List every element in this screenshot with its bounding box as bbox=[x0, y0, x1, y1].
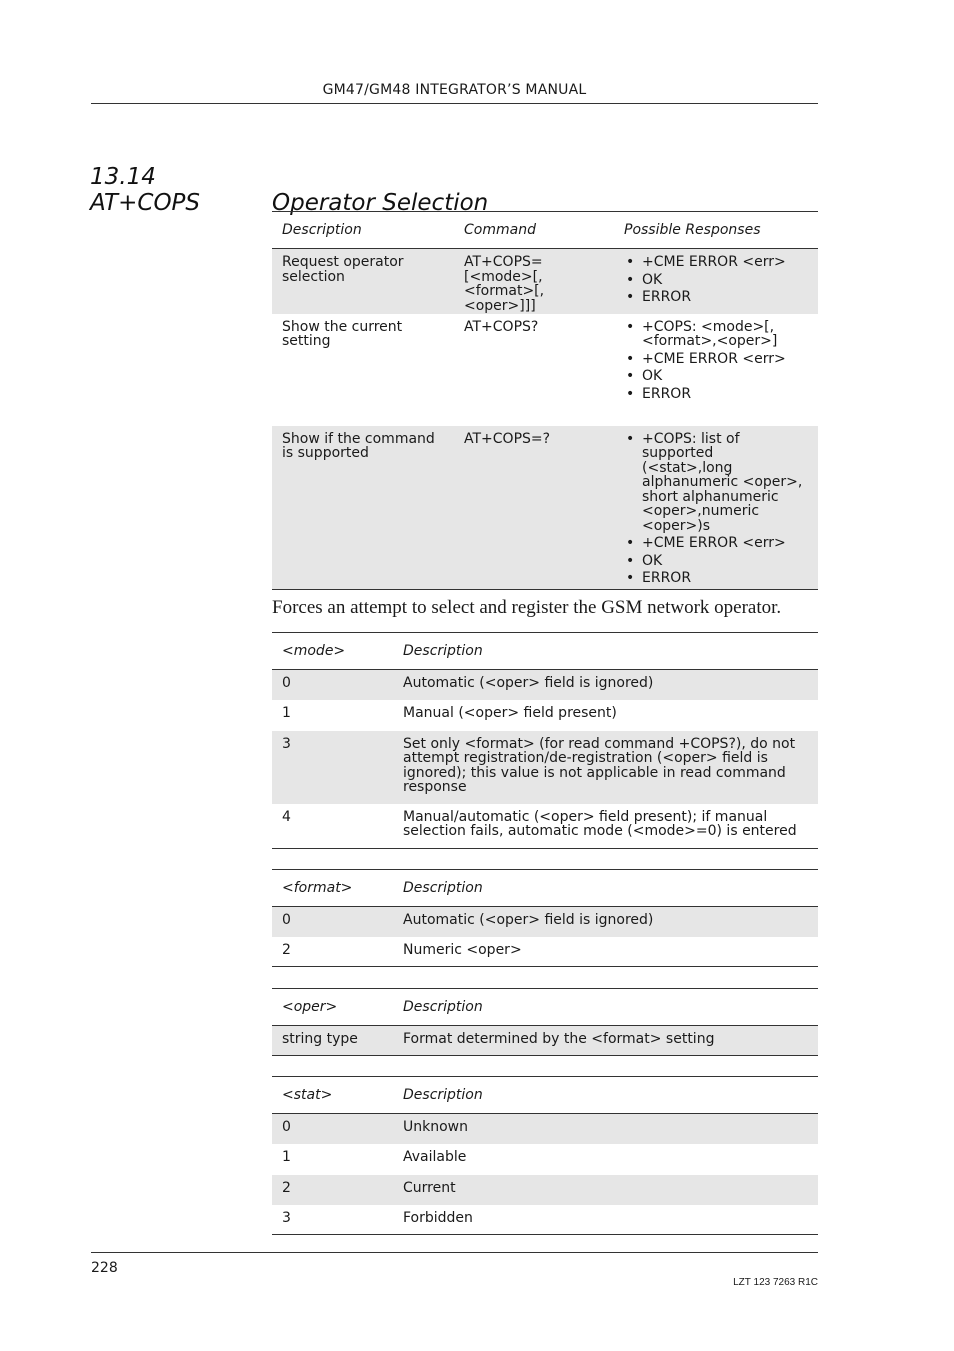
table-header-row bbox=[272, 212, 818, 249]
param-description: Numeric <oper> bbox=[393, 937, 818, 967]
row-description: Request operator selection bbox=[272, 249, 454, 314]
section-title: Operator Selection bbox=[272, 190, 489, 216]
param-value: 0 bbox=[272, 670, 393, 700]
oper-table bbox=[272, 988, 818, 1056]
mode-table bbox=[272, 632, 818, 849]
response-item: • ERROR bbox=[624, 571, 808, 586]
param-description: Forbidden bbox=[393, 1205, 818, 1235]
row-responses bbox=[614, 426, 818, 590]
table-header-row bbox=[272, 870, 818, 907]
command-table bbox=[272, 211, 818, 590]
column-header-command: Command bbox=[454, 212, 614, 249]
row-command: AT+COPS=? bbox=[454, 426, 614, 590]
column-header-description: Description bbox=[272, 212, 454, 249]
section-heading bbox=[90, 164, 488, 216]
param-description: Current bbox=[393, 1175, 818, 1205]
param-value: 3 bbox=[272, 1205, 393, 1235]
table-row bbox=[272, 731, 818, 804]
response-item: • +COPS: list of supported (<stat>,long alphanumeric <oper>, short alphanumeric <oper>,numeric <oper>)s bbox=[624, 432, 808, 534]
table-row bbox=[272, 1175, 818, 1205]
param-value: 3 bbox=[272, 731, 393, 804]
response-item: • OK bbox=[624, 369, 808, 384]
response-list bbox=[624, 255, 808, 305]
format-table bbox=[272, 869, 818, 967]
table-row bbox=[272, 907, 818, 937]
table-header-row bbox=[272, 633, 818, 670]
param-description: Manual/automatic (<oper> field present); if manual selection fails, automatic mode (<mode>=0) is entered bbox=[393, 804, 818, 849]
table-row bbox=[272, 1205, 818, 1235]
table-row bbox=[272, 314, 818, 426]
param-value: 1 bbox=[282, 704, 291, 721]
param-description: Automatic (<oper> field is ignored) bbox=[393, 670, 818, 700]
response-item: • +COPS: <mode>[,<format>,<oper>] bbox=[624, 320, 808, 349]
row-responses bbox=[614, 314, 818, 426]
footer-rule bbox=[91, 1252, 818, 1253]
table-row bbox=[272, 426, 818, 590]
param-value: 0 bbox=[272, 907, 393, 937]
column-header-parameter: <oper> bbox=[272, 989, 393, 1026]
response-item: • ERROR bbox=[624, 387, 808, 402]
page-number: 228 bbox=[91, 1260, 118, 1276]
param-description: Set only <format> (for read command +COPS?), do not attempt registration/de-registration (<oper> field is ignored); this value is not applicable in read command response bbox=[393, 731, 818, 804]
row-command: AT+COPS? bbox=[464, 318, 539, 335]
response-item: • ERROR bbox=[624, 290, 808, 305]
response-item: • +CME ERROR <err> bbox=[624, 255, 808, 270]
table-row bbox=[272, 937, 818, 967]
column-header-description: Description bbox=[393, 633, 818, 670]
column-header-parameter: <format> bbox=[272, 870, 393, 907]
table-row bbox=[272, 1114, 818, 1144]
column-header-parameter: <stat> bbox=[272, 1077, 393, 1114]
param-value: 0 bbox=[272, 1114, 393, 1144]
response-item: • +CME ERROR <err> bbox=[624, 352, 808, 367]
param-description: Format determined by the <format> setting bbox=[393, 1026, 818, 1056]
row-description: Show if the command is supported bbox=[272, 426, 454, 590]
response-item: • +CME ERROR <err> bbox=[624, 536, 808, 551]
document-id: LZT 123 7263 R1C bbox=[733, 1277, 818, 1288]
column-header-parameter: <mode> bbox=[272, 633, 393, 670]
section-number: 13.14 AT+COPS bbox=[90, 164, 201, 216]
table-header-row bbox=[272, 1077, 818, 1114]
param-value: 1 bbox=[282, 1148, 291, 1165]
response-item: • OK bbox=[624, 273, 808, 288]
param-value: string type bbox=[272, 1026, 393, 1056]
param-value: 2 bbox=[272, 937, 393, 967]
param-value: 2 bbox=[272, 1175, 393, 1205]
response-list bbox=[624, 432, 808, 586]
param-description: Manual (<oper> field present) bbox=[403, 704, 617, 721]
row-description: Show the current setting bbox=[282, 318, 403, 349]
column-header-description: Description bbox=[393, 870, 818, 907]
running-header: GM47/GM48 INTEGRATOR’S MANUAL bbox=[322, 82, 587, 98]
table-row bbox=[272, 249, 818, 314]
response-item: • OK bbox=[624, 554, 808, 569]
table-row bbox=[272, 670, 818, 700]
table-row bbox=[272, 1144, 818, 1175]
table-row bbox=[272, 804, 818, 849]
column-header-description: Description bbox=[393, 1077, 818, 1114]
column-header-description: Description bbox=[393, 989, 818, 1026]
param-description: Automatic (<oper> field is ignored) bbox=[393, 907, 818, 937]
body-paragraph: Forces an attempt to select and register the GSM network operator. bbox=[272, 597, 782, 618]
param-description: Available bbox=[403, 1148, 467, 1165]
response-list bbox=[624, 320, 808, 402]
stat-table bbox=[272, 1076, 818, 1235]
param-description: Unknown bbox=[393, 1114, 818, 1144]
table-row bbox=[272, 1026, 818, 1056]
row-responses bbox=[614, 249, 818, 314]
row-command bbox=[454, 249, 614, 314]
column-header-responses: Possible Responses bbox=[614, 212, 818, 249]
header-rule bbox=[91, 103, 818, 104]
param-value: 4 bbox=[272, 804, 393, 849]
table-row bbox=[272, 700, 818, 731]
table-header-row bbox=[272, 989, 818, 1026]
command-text: AT+COPS=[<mode>[,<format>[,<oper>]]] bbox=[464, 254, 545, 314]
